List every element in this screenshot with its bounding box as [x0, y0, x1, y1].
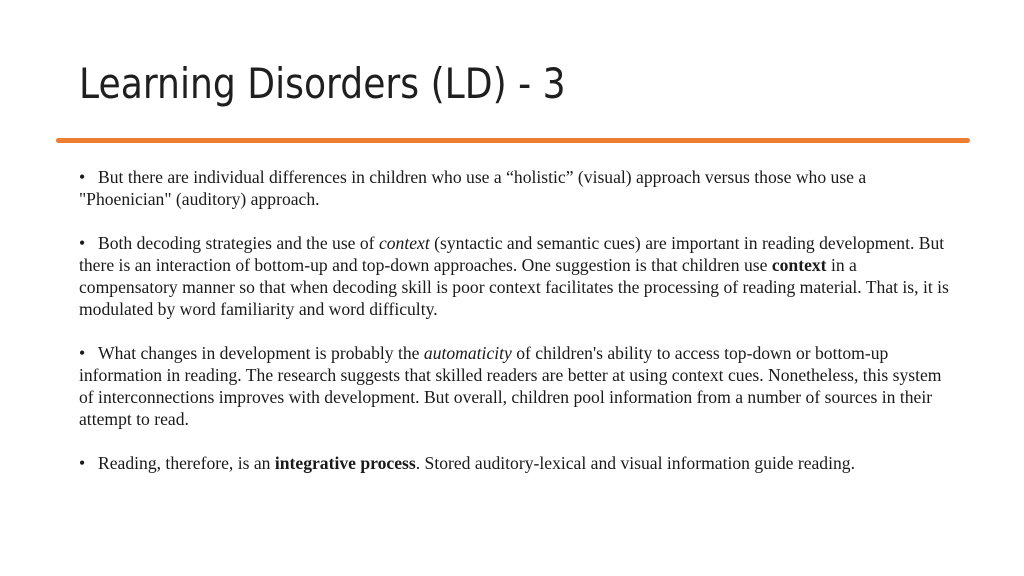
- emphasis-text: context: [378, 233, 430, 253]
- bullet-text: (syntactic and semantic cues) are important in reading development. But there is an interaction of bottom-up and top-down approaches. One suggestion is that children use: [79, 233, 945, 275]
- bullet-marker: •: [79, 167, 86, 187]
- bullet-paragraph: [79, 342, 959, 430]
- title-divider: [56, 138, 970, 143]
- bullet-marker: •: [79, 233, 86, 253]
- bullet-marker: •: [79, 343, 86, 363]
- bullet-text: . Stored auditory-lexical and visual information guide reading.: [415, 453, 855, 473]
- bullet-text: What changes in development is probably the: [98, 343, 424, 363]
- bullet-text: of children's ability to access top-down or bottom-up information in reading. The research suggests that skilled readers are better at using context cues. Nonetheless, this system of interconnections improves with development. But overall, children pool information from a number of sources in their attempt to read.: [79, 343, 942, 429]
- emphasis-text: automaticity: [423, 343, 512, 363]
- bold-text: integrative process: [274, 453, 416, 473]
- bullet-marker: •: [79, 453, 86, 473]
- bullet-text: Both decoding strategies and the use of: [98, 233, 379, 253]
- slide-body: [79, 166, 959, 496]
- bullet-paragraph: [79, 452, 959, 474]
- bold-text: context: [771, 255, 827, 275]
- bullet-text: in a compensatory manner so that when decoding skill is poor context facilitates the processing of reading material. That is, it is modulated by word familiarity and word difficulty.: [79, 255, 949, 319]
- bullet-text: Reading, therefore, is an: [98, 453, 275, 473]
- bullet-paragraph: [79, 232, 959, 320]
- slide-title: Learning Disorders (LD) - 3: [79, 59, 566, 108]
- bullet-text: But there are individual differences in children who use a “holistic” (visual) approach versus those who use a "Phoenician" (auditory) approach.: [79, 167, 867, 209]
- bullet-paragraph: [79, 166, 959, 210]
